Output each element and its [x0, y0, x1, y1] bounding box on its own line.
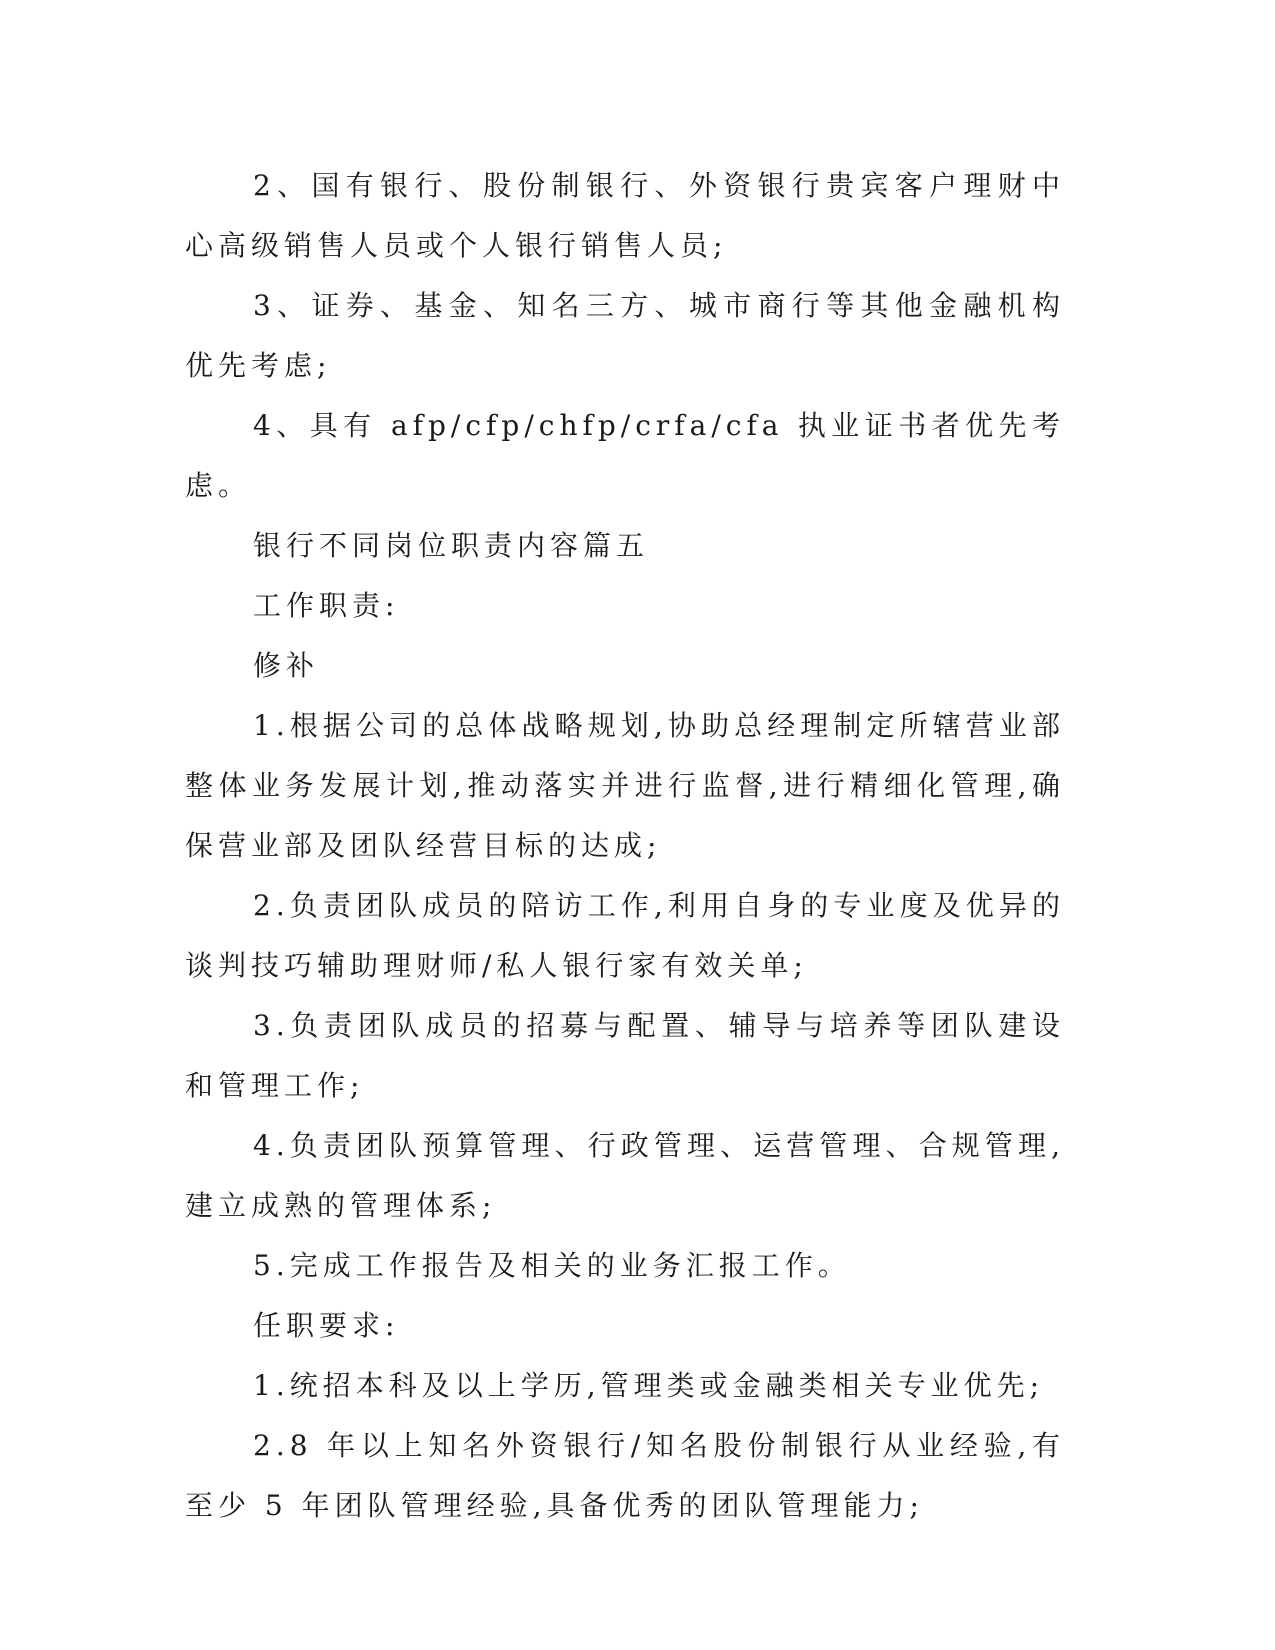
duty-item-2: 2.负责团队成员的陪访工作,利用自身的专业度及优异的谈判技巧辅助理财师/私人银行家有效关单;	[185, 889, 1065, 982]
duty-item-4: 4.负责团队预算管理、行政管理、运营管理、合规管理,建立成熟的管理体系;	[185, 1129, 1065, 1222]
paragraph-1: 2、国有银行、股份制银行、外资银行贵宾客户理财中心高级销售人员或个人银行销售人员;	[185, 169, 1065, 262]
requirements-heading: 任职要求:	[253, 1309, 400, 1342]
paragraph-3: 4、具有 afp/cfp/chfp/crfa/cfa 执业证书者优先考虑。	[185, 409, 1065, 502]
paragraph-2: 3、证券、基金、知名三方、城市商行等其他金融机构优先考虑;	[185, 289, 1065, 382]
paragraph-repair: 修补	[253, 649, 320, 682]
duty-item-3: 3.负责团队成员的招募与配置、辅导与培养等团队建设和管理工作;	[185, 1009, 1065, 1102]
job-duties-heading: 工作职责:	[253, 589, 400, 622]
requirement-item-2: 2.8 年以上知名外资银行/知名股份制银行从业经验,有至少 5 年团队管理经验,具备优秀的团队管理能力;	[185, 1429, 1065, 1522]
document-body	[185, 156, 1065, 1536]
requirement-item-1: 1.统招本科及以上学历,管理类或金融类相关专业优先;	[253, 1369, 1045, 1402]
section-heading: 银行不同岗位职责内容篇五	[253, 529, 650, 562]
duty-item-1: 1.根据公司的总体战略规划,协助总经理制定所辖营业部整体业务发展计划,推动落实并进行监督,进行精细化管理,确保营业部及团队经营目标的达成;	[185, 709, 1065, 862]
duty-item-5: 5.完成工作报告及相关的业务汇报工作。	[253, 1249, 851, 1282]
